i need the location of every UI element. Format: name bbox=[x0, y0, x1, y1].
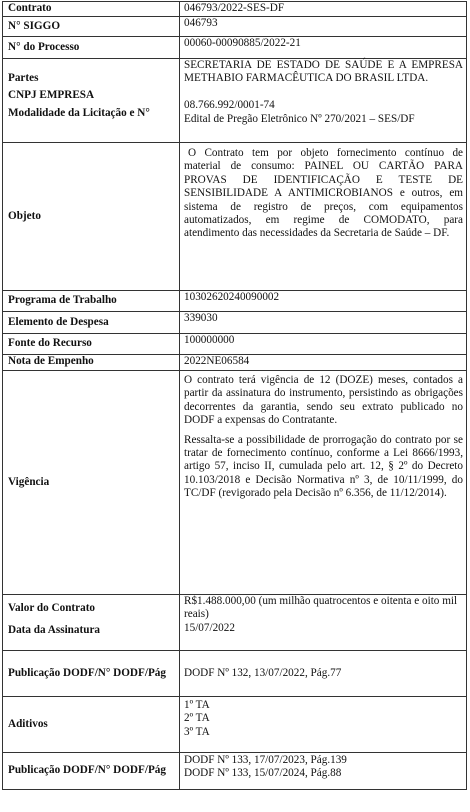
partes-value: SECRETARIA DE ESTADO DE SAÚDE E A EMPRESA METHABIO FARMACÊUTICA DO BRASIL LTDA. bbox=[184, 59, 463, 85]
modalidade-value: Edital de Pregão Eletrônico Nº 270/2021 – SES/DF bbox=[184, 113, 415, 125]
empenho-value: 2022NE06584 bbox=[180, 355, 467, 371]
partes-labels-cell bbox=[3, 59, 180, 143]
contrato-value: 046793/2022-SES-DF bbox=[180, 2, 467, 17]
valor-value: R$1.488.000,00 (um milhão quatrocentos e oitenta e oito mil reais) bbox=[184, 595, 458, 621]
row-publicacao-2 bbox=[3, 753, 467, 790]
aditivo-item: 3º TA bbox=[184, 725, 210, 738]
publicacao-2-label: Publicação DODF/N° DODF/Pág bbox=[3, 753, 180, 790]
aditivo-item: 1º TA bbox=[184, 699, 210, 711]
valor-label: Valor do Contrato bbox=[8, 602, 96, 614]
valor-values-cell bbox=[180, 595, 467, 651]
aditivos-label: Aditivos bbox=[3, 697, 180, 753]
row-contrato bbox=[3, 2, 467, 17]
aditivo-item: 2º TA bbox=[184, 712, 210, 725]
row-valor bbox=[3, 595, 467, 651]
valor-labels-cell bbox=[3, 595, 180, 651]
vigencia-value bbox=[180, 371, 467, 595]
cnpj-value: 08.766.992/0001-74 bbox=[184, 99, 275, 111]
vigencia-paragraph-1: O contrato terá vigência de 12 (DOZE) meses, contados a partir da assinatura do instrumento, persistindo as obrigações decorrentes da garantia, sendo seu extrato publicado no DODF a expensas do Contratante. bbox=[184, 374, 463, 427]
fonte-value: 100000000 bbox=[180, 334, 467, 355]
cnpj-label: CNPJ EMPRESA bbox=[8, 89, 95, 101]
elemento-value: 339030 bbox=[180, 312, 467, 334]
empenho-label: Nota de Empenho bbox=[3, 355, 180, 371]
siggo-label: N° SIGGO bbox=[3, 17, 180, 37]
publicacao-2-item: DODF Nº 133, 15/07/2024, Pág.88 bbox=[184, 767, 342, 780]
publicacao-1-value: DODF Nº 132, 13/07/2022, Pág.77 bbox=[180, 651, 467, 697]
row-publicacao-1 bbox=[3, 651, 467, 697]
row-objeto bbox=[3, 143, 467, 291]
processo-label: N° do Processo bbox=[3, 37, 180, 59]
contract-summary-table bbox=[2, 1, 467, 790]
row-empenho bbox=[3, 355, 467, 371]
objeto-text: O Contrato tem por objeto fornecimento contínuo de material de consumo: PAINEL OU CARTÃO PARA PROVAS DE IDENTIFICAÇÃO E TESTE DE SENSIBILIDADE A ANTIMICROBIANOS e outros, em sistema de registro de preços, com equipamentos automatizados, em regime de COMODATO, para atendimento das necessidades da Secretaria de Saúde – DF. bbox=[184, 147, 463, 240]
row-fonte bbox=[3, 334, 467, 355]
vigencia-paragraph-2: Ressalta-se a possibilidade de prorrogação do contrato por se tratar de fornecimento contínuo, conforme a Lei 8666/1993, artigo 57, inciso II, cumulada pelo art. 12, § 2º do Decreto 10.103/2018 e Decisão Normativa nº 3, de 10/11/1999, do TC/DF (revigorado pela Decisão nº 6.356, de 11/12/2014). bbox=[184, 433, 463, 500]
publicacao-2-item: DODF Nº 133, 17/07/2023, Pág.139 bbox=[184, 754, 347, 766]
fonte-label: Fonte do Recurso bbox=[3, 334, 180, 355]
row-aditivos bbox=[3, 697, 467, 753]
vigencia-label: Vigência bbox=[3, 371, 180, 595]
row-processo bbox=[3, 37, 467, 59]
objeto-value bbox=[180, 143, 467, 291]
row-programa bbox=[3, 291, 467, 312]
data-assinatura-value: 15/07/2022 bbox=[184, 621, 235, 634]
row-vigencia bbox=[3, 371, 467, 595]
data-assinatura-label: Data da Assinatura bbox=[8, 624, 101, 636]
publicacao-1-label: Publicação DODF/N° DODF/Pág bbox=[3, 651, 180, 697]
programa-value: 10302620240090002 bbox=[180, 291, 467, 312]
objeto-label: Objeto bbox=[3, 143, 180, 291]
aditivos-value bbox=[180, 697, 467, 753]
modalidade-label: Modalidade da Licitação e N° bbox=[8, 107, 150, 119]
processo-value: 00060-00090885/2022-21 bbox=[180, 37, 467, 59]
publicacao-2-value bbox=[180, 753, 467, 790]
partes-label: Partes bbox=[8, 72, 39, 84]
partes-values-cell bbox=[180, 59, 467, 143]
elemento-label: Elemento de Despesa bbox=[3, 312, 180, 334]
siggo-value: 046793 bbox=[180, 17, 467, 37]
row-partes bbox=[3, 59, 467, 143]
programa-label: Programa de Trabalho bbox=[3, 291, 180, 312]
row-siggo bbox=[3, 17, 467, 37]
contrato-label: Contrato bbox=[3, 2, 180, 17]
row-elemento bbox=[3, 312, 467, 334]
